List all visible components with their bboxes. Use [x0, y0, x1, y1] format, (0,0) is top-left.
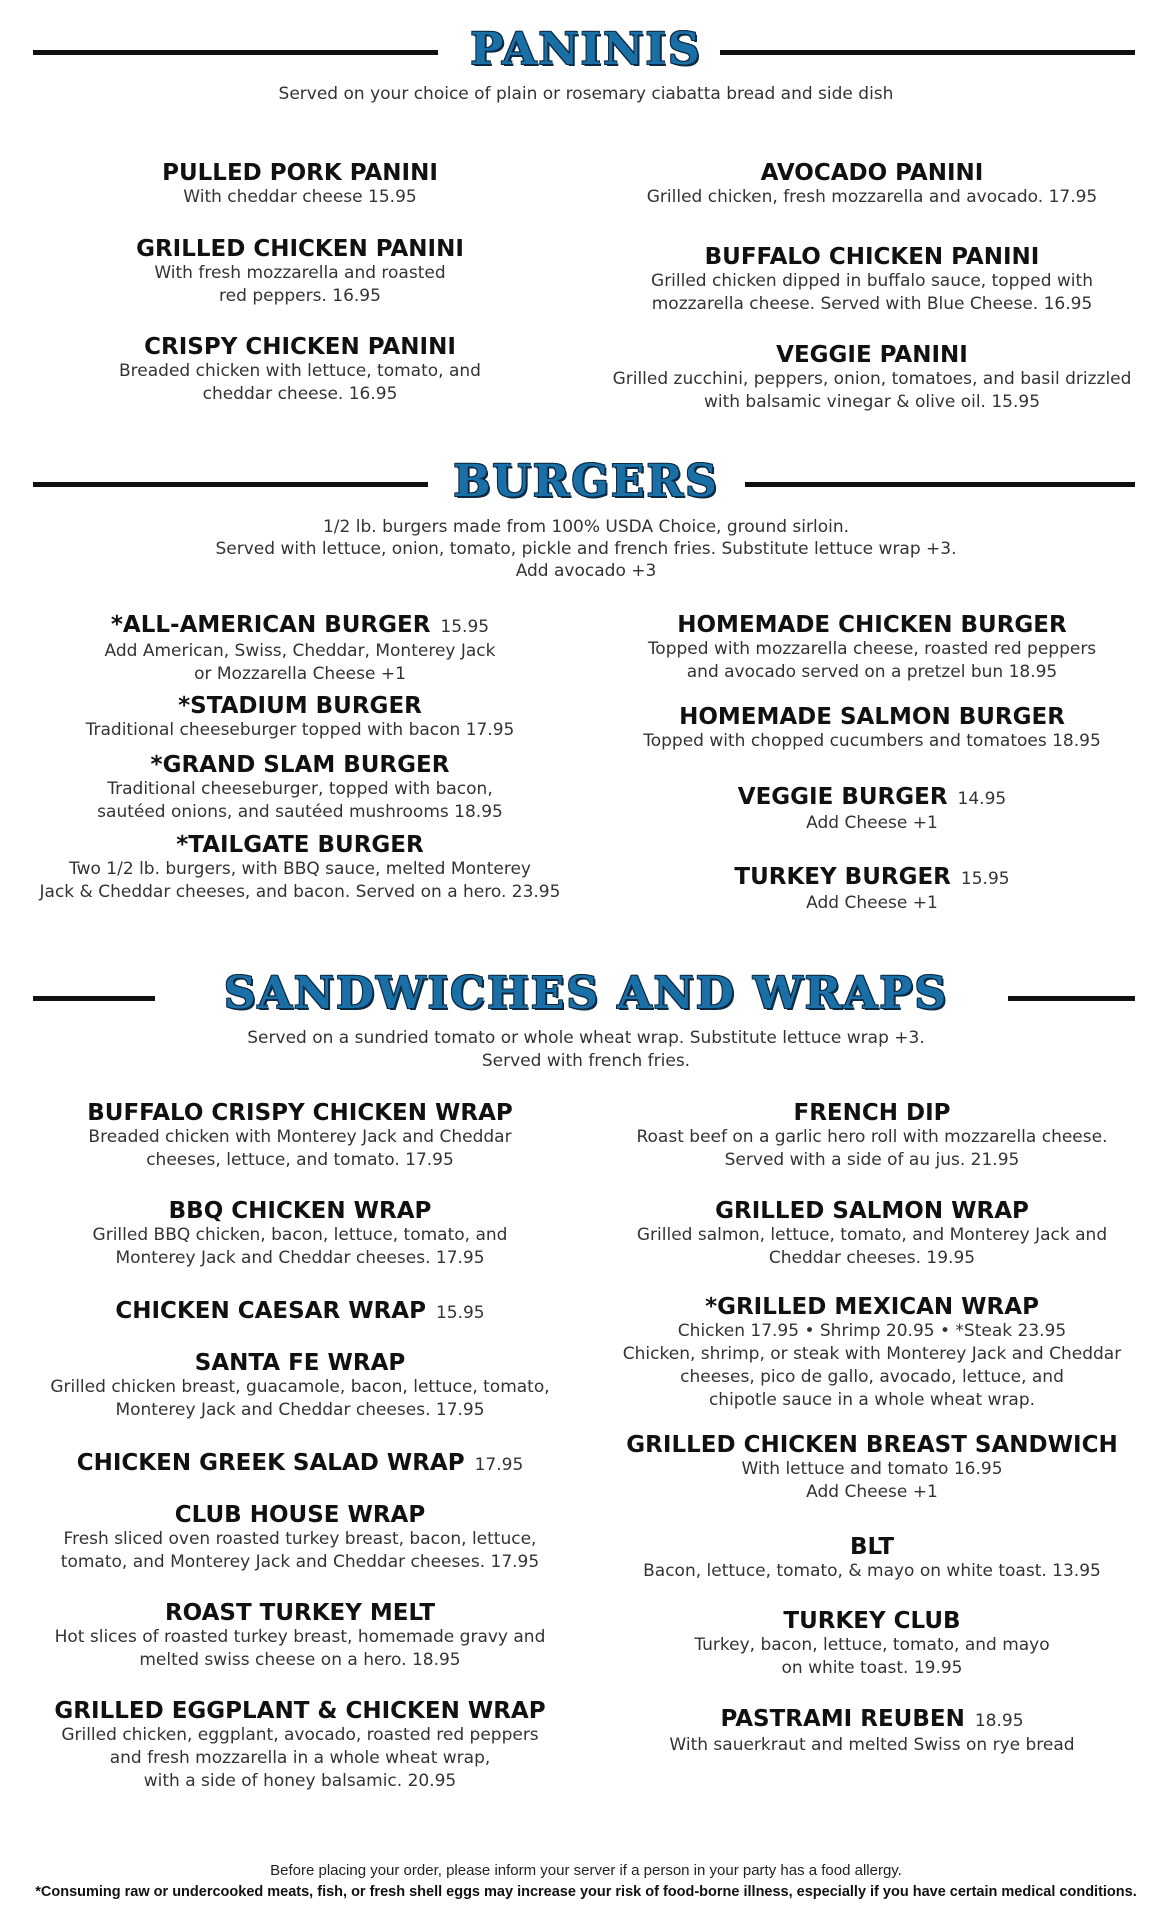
menu-item-description: Topped with mozzarella cheese, roasted red peppers [647, 639, 1097, 659]
menu-item-description: Turkey, bacon, lettuce, tomato, and mayo [694, 1635, 1050, 1655]
menu-item-title: TURKEY BURGER [734, 864, 951, 890]
menu-item-title: BUFFALO CRISPY CHICKEN WRAP [87, 1100, 513, 1126]
menu-item [592, 1608, 1152, 1680]
menu-item-description: Grilled chicken dipped in buffalo sauce, topped with [651, 271, 1093, 291]
header-rule-right [745, 482, 1135, 487]
menu-item-description: on white toast. 19.95 [781, 1658, 963, 1678]
menu-item-description: Add Cheese +1 [806, 1482, 938, 1502]
menu-item-title: *ALL-AMERICAN BURGER [110, 612, 431, 638]
menu-item-name [592, 1100, 1152, 1126]
menu-item [592, 864, 1152, 915]
menu-item-name [20, 693, 580, 719]
menu-item [20, 334, 580, 406]
menu-item-description: With sauerkraut and melted Swiss on rye bread [669, 1735, 1075, 1755]
menu-item-title: GRILLED SALMON WRAP [715, 1198, 1029, 1224]
menu-item-description: red peppers. 16.95 [219, 286, 381, 306]
menu-item-name [20, 1198, 580, 1224]
menu-item-title: GRILLED CHICKEN BREAST SANDWICH [626, 1432, 1118, 1458]
menu-item-title: PASTRAMI REUBEN [720, 1706, 965, 1732]
burgers-title: BURGERS [453, 456, 719, 507]
sandwiches-title: SANDWICHES AND WRAPS [223, 968, 949, 1019]
menu-item-name [592, 342, 1152, 368]
menu-item-description: melted swiss cheese on a hero. 18.95 [139, 1650, 461, 1670]
menu-item-description: Traditional cheeseburger topped with bacon 17.95 [85, 720, 515, 740]
menu-item [20, 1298, 580, 1326]
menu-item-name [20, 1100, 580, 1126]
menu-item [592, 1198, 1152, 1270]
menu-item-title: *GRAND SLAM BURGER [150, 752, 450, 778]
menu-item-description: with a side of honey balsamic. 20.95 [143, 1771, 457, 1791]
menu-item-description: Grilled zucchini, peppers, onion, tomatoes, and basil drizzled [612, 369, 1132, 389]
menu-item [20, 1502, 580, 1574]
menu-item-description: Traditional cheeseburger, topped with bacon, [107, 779, 493, 799]
menu-item [592, 1294, 1152, 1412]
menu-item [20, 1450, 580, 1478]
menu-item-name [592, 1294, 1152, 1320]
menu-item-description: Two 1/2 lb. burgers, with BBQ sauce, melted Monterey [69, 859, 531, 879]
menu-item [20, 693, 580, 742]
menu-item [20, 612, 580, 686]
menu-item-price: 17.95 [474, 1455, 524, 1475]
menu-item-title: SANTA FE WRAP [194, 1350, 406, 1376]
menu-item-price: 15.95 [435, 1303, 485, 1323]
menu-item-name [20, 1350, 580, 1376]
header-rule-right [1008, 996, 1135, 1001]
menu-item [20, 1350, 580, 1422]
menu-item-title: CHICKEN CAESAR WRAP [115, 1298, 426, 1324]
menu-item [592, 704, 1152, 753]
menu-item-title: CHICKEN GREEK SALAD WRAP [76, 1450, 465, 1476]
menu-item-description: Grilled chicken, eggplant, avocado, roasted red peppers [61, 1725, 539, 1745]
menu-item [20, 752, 580, 824]
menu-item [20, 160, 580, 209]
menu-item-description: sautéed onions, and sautéed mushrooms 18.95 [97, 802, 503, 822]
menu-item-description: with balsamic vinegar & olive oil. 15.95 [703, 392, 1041, 412]
menu-item [20, 1698, 580, 1793]
menu-item [592, 612, 1152, 684]
menu-item-price: 15.95 [960, 869, 1010, 889]
menu-item-description: Bacon, lettuce, tomato, & mayo on white toast. 13.95 [643, 1561, 1101, 1581]
menu-item-title: HOMEMADE CHICKEN BURGER [677, 612, 1067, 638]
paninis-subtitle: Served on your choice of plain or rosemary ciabatta bread and side dish [278, 84, 894, 104]
menu-item-title: HOMEMADE SALMON BURGER [679, 704, 1065, 730]
menu-item [592, 1534, 1152, 1583]
menu-item-description: Monterey Jack and Cheddar cheeses. 17.95 [115, 1248, 485, 1268]
menu-item-description: Breaded chicken with Monterey Jack and Cheddar [88, 1127, 512, 1147]
menu-item-title: *STADIUM BURGER [178, 693, 422, 719]
burgers-subtitle-1: 1/2 lb. burgers made from 100% USDA Choice, ground sirloin. [322, 517, 850, 537]
menu-item-description: Breaded chicken with lettuce, tomato, and [119, 361, 481, 381]
menu-item-name [20, 160, 580, 186]
menu-item-description: cheeses, lettuce, and tomato. 17.95 [146, 1150, 454, 1170]
menu-item-description: Grilled chicken breast, guacamole, bacon, lettuce, tomato, [50, 1377, 550, 1397]
menu-item-description: Grilled BBQ chicken, bacon, lettuce, tomato, and [92, 1225, 508, 1245]
menu-item [592, 1100, 1152, 1172]
menu-item-title: FRENCH DIP [793, 1100, 951, 1126]
menu-item [20, 236, 580, 308]
menu-item-title: CRISPY CHICKEN PANINI [144, 334, 456, 360]
menu-item-name [592, 1534, 1152, 1560]
menu-item-description: or Mozzarella Cheese +1 [194, 664, 406, 684]
menu-item-description: With fresh mozzarella and roasted [154, 263, 446, 283]
menu-item-name [20, 612, 580, 640]
menu-item-name [20, 1450, 580, 1478]
menu-item-name [20, 334, 580, 360]
menu-item-description: Grilled salmon, lettuce, tomato, and Monterey Jack and [636, 1225, 1108, 1245]
menu-item-name [592, 864, 1152, 892]
menu-item-description: Chicken, shrimp, or steak with Monterey Jack and Cheddar [622, 1344, 1122, 1364]
menu-item-description: Served with a side of au jus. 21.95 [724, 1150, 1020, 1170]
menu-item-title: *TAILGATE BURGER [176, 832, 424, 858]
menu-item-name [20, 832, 580, 858]
menu-item-description: Add Cheese +1 [806, 893, 938, 913]
paninis-title: PANINIS [470, 24, 702, 75]
menu-item-title: CLUB HOUSE WRAP [174, 1502, 426, 1528]
menu-item-description: tomato, and Monterey Jack and Cheddar cheeses. 17.95 [60, 1552, 540, 1572]
menu-item-name [20, 752, 580, 778]
menu-item-description: and fresh mozzarella in a whole wheat wrap, [109, 1748, 491, 1768]
menu-item-description: chipotle sauce in a whole wheat wrap. [708, 1390, 1036, 1410]
menu-item-title: GRILLED EGGPLANT & CHICKEN WRAP [54, 1698, 546, 1724]
menu-item-title: *GRILLED MEXICAN WRAP [705, 1294, 1039, 1320]
menu-item-title: ROAST TURKEY MELT [164, 1600, 436, 1626]
menu-item-title: TURKEY CLUB [783, 1608, 961, 1634]
menu-item-title: BUFFALO CHICKEN PANINI [704, 244, 1040, 270]
menu-item-name [592, 244, 1152, 270]
menu-item-description: Topped with chopped cucumbers and tomatoes 18.95 [643, 731, 1101, 751]
menu-item-name [592, 160, 1152, 186]
menu-item [20, 832, 580, 904]
menu-item-title: PULLED PORK PANINI [162, 160, 438, 186]
menu-item-description: Fresh sliced oven roasted turkey breast, bacon, lettuce, [63, 1529, 537, 1549]
menu-item-description: Grilled chicken, fresh mozzarella and avocado. 17.95 [646, 187, 1098, 207]
menu-item-title: BLT [849, 1534, 895, 1560]
menu-item [592, 1706, 1152, 1757]
menu-item-description: Add American, Swiss, Cheddar, Monterey Jack [104, 641, 496, 661]
menu-item-description: Monterey Jack and Cheddar cheeses. 17.95 [115, 1400, 485, 1420]
menu-item-price: 18.95 [974, 1711, 1024, 1731]
menu-item-description: Roast beef on a garlic hero roll with mozzarella cheese. [636, 1127, 1108, 1147]
menu-item-name [20, 1502, 580, 1528]
paninis-header [0, 24, 1172, 78]
menu-item-description: With lettuce and tomato 16.95 [741, 1459, 1003, 1479]
menu-item-title: BBQ CHICKEN WRAP [168, 1198, 432, 1224]
menu-item-name [20, 1600, 580, 1626]
menu-item [592, 342, 1152, 414]
menu-item-description: and avocado served on a pretzel bun 18.95 [686, 662, 1058, 682]
menu-item-name [592, 1198, 1152, 1224]
allergy-notice: Before placing your order, please inform your server if a person in your party has a food allergy. [270, 1862, 902, 1879]
menu-item-name [592, 704, 1152, 730]
burgers-subtitle-2: Served with lettuce, onion, tomato, pickle and french fries. Substitute lettuce wrap +3. [215, 539, 957, 559]
menu-item [592, 244, 1152, 316]
menu-item [20, 1100, 580, 1172]
menu-item [20, 1600, 580, 1672]
menu-item-description: Jack & Cheddar cheeses, and bacon. Served on a hero. 23.95 [39, 882, 561, 902]
sandwiches-header [0, 968, 1172, 1022]
menu-item-description: mozzarella cheese. Served with Blue Cheese. 16.95 [651, 294, 1093, 314]
menu-item [20, 1198, 580, 1270]
sandwiches-subtitle-1: Served on a sundried tomato or whole wheat wrap. Substitute lettuce wrap +3. [247, 1028, 925, 1048]
menu-item-title: AVOCADO PANINI [760, 160, 984, 186]
menu-item-name [592, 612, 1152, 638]
sandwiches-subtitle-2: Served with french fries. [481, 1051, 691, 1071]
menu-item-name [20, 236, 580, 262]
menu-item-description: Cheddar cheeses. 19.95 [768, 1248, 976, 1268]
menu-item-description: Add Cheese +1 [806, 813, 938, 833]
burgers-subtitle-3: Add avocado +3 [515, 561, 657, 581]
burgers-header [0, 456, 1172, 510]
header-rule-right [720, 50, 1135, 55]
menu-item-price: 15.95 [440, 617, 490, 637]
menu-item-title: VEGGIE PANINI [776, 342, 968, 368]
menu-item [592, 784, 1152, 835]
menu-item-name [592, 1706, 1152, 1734]
menu-item-name [592, 784, 1152, 812]
menu-item-price: 14.95 [957, 789, 1007, 809]
menu-item-description: Chicken 17.95 • Shrimp 20.95 • *Steak 23.95 [677, 1321, 1067, 1341]
menu-item-name [20, 1298, 580, 1326]
menu-item-description: cheeses, pico de gallo, avocado, lettuce, and [680, 1367, 1064, 1387]
menu-item-description: Hot slices of roasted turkey breast, homemade gravy and [54, 1627, 546, 1647]
menu-item-description: cheddar cheese. 16.95 [202, 384, 398, 404]
menu-item-title: GRILLED CHICKEN PANINI [136, 236, 464, 262]
menu-item-title: VEGGIE BURGER [737, 784, 948, 810]
consumption-warning: *Consuming raw or undercooked meats, fish, or fresh shell eggs may increase your risk of food-borne illness, especially if you have certain medical conditions. [35, 1884, 1137, 1900]
menu-item-description: With cheddar cheese 15.95 [183, 187, 417, 207]
menu-item-name [592, 1608, 1152, 1634]
menu-item [592, 160, 1152, 209]
menu-item-name [20, 1698, 580, 1724]
menu-item [592, 1432, 1152, 1504]
menu-item-name [592, 1432, 1152, 1458]
